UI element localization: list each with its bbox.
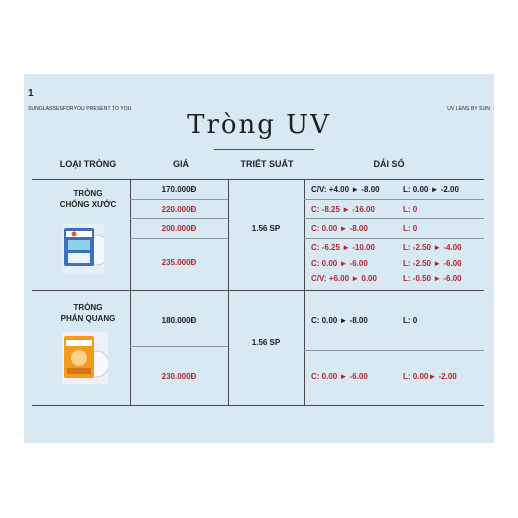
price-cell: 220.000Đ	[161, 205, 197, 214]
price-cell: 180.000Đ	[161, 316, 197, 325]
lens-type-line: TRÒNG	[73, 303, 103, 312]
lens-type-anti-scratch	[44, 188, 132, 210]
row-rule	[304, 199, 484, 200]
range-cyl: L: 0	[403, 224, 418, 233]
header-index: TRIẾT SUẤT	[240, 159, 294, 169]
reflective-lens-package-image	[62, 332, 108, 384]
price-cell: 170.000Đ	[161, 185, 197, 194]
row-rule	[130, 346, 228, 347]
range-sph: C: -6.25 ► -10.00	[311, 243, 375, 252]
lens-type-line: TRÒNG	[73, 189, 103, 198]
row-rule	[304, 218, 484, 219]
row-rule	[304, 238, 484, 239]
range-cyl: L: 0.00 ► -2.00	[403, 185, 459, 194]
range-cyl: L: -0.50 ► -6.00	[403, 274, 462, 283]
range-sph: C: 0.00 ► -6.00	[311, 372, 368, 381]
column-divider	[228, 179, 229, 405]
group-divider	[32, 290, 484, 291]
lens-type-reflective	[44, 302, 132, 324]
range-cyl: L: 0	[403, 316, 418, 325]
header-range: DẢI SỐ	[373, 159, 405, 169]
table-bottom-rule	[32, 405, 484, 406]
brand-tagline: SUNGLASSESFORYOU PRESENT TO YOU	[28, 106, 132, 112]
range-sph: C: -8.25 ► -16.00	[311, 205, 375, 214]
title-underline	[214, 149, 314, 150]
range-sph: C/V: +4.00 ► -8.00	[311, 185, 380, 194]
range-sph: C/V: +6.00 ► 0.00	[311, 274, 377, 283]
page-title: Tròng UV	[187, 110, 331, 140]
header-type: LOẠI TRÒNG	[59, 159, 117, 169]
range-cyl: L: 0.00► -2.00	[403, 372, 457, 381]
range-cyl: L: -2.50 ► -6.00	[403, 259, 462, 268]
row-rule	[130, 238, 228, 239]
range-sph: C: 0.00 ► -6.00	[311, 259, 368, 268]
row-rule	[130, 199, 228, 200]
range-cyl: L: -2.50 ► -4.00	[403, 243, 462, 252]
range-cyl: L: 0	[403, 205, 418, 214]
page-number: 1	[28, 88, 34, 99]
price-sheet	[24, 74, 494, 443]
refractive-index: 1.56 SP	[251, 224, 281, 233]
lens-type-line: CHỐNG XƯỚC	[59, 200, 117, 209]
price-cell: 230.000Đ	[161, 372, 197, 381]
row-rule	[304, 350, 484, 351]
header-rule	[32, 179, 484, 180]
refractive-index: 1.56 SP	[251, 338, 281, 347]
price-cell: 235.000Đ	[161, 258, 197, 267]
header-price: GIÁ	[172, 159, 189, 169]
row-rule	[130, 218, 228, 219]
lens-type-line: PHẢN QUANG	[60, 314, 116, 323]
product-tagline: UV LENS BY SUN	[447, 106, 490, 112]
range-sph: C: 0.00 ► -8.00	[311, 224, 368, 233]
anti-scratch-lens-package-image	[62, 224, 104, 274]
range-sph: C: 0.00 ► -8.00	[311, 316, 368, 325]
column-divider	[304, 179, 305, 405]
price-cell: 200.000Đ	[161, 224, 197, 233]
